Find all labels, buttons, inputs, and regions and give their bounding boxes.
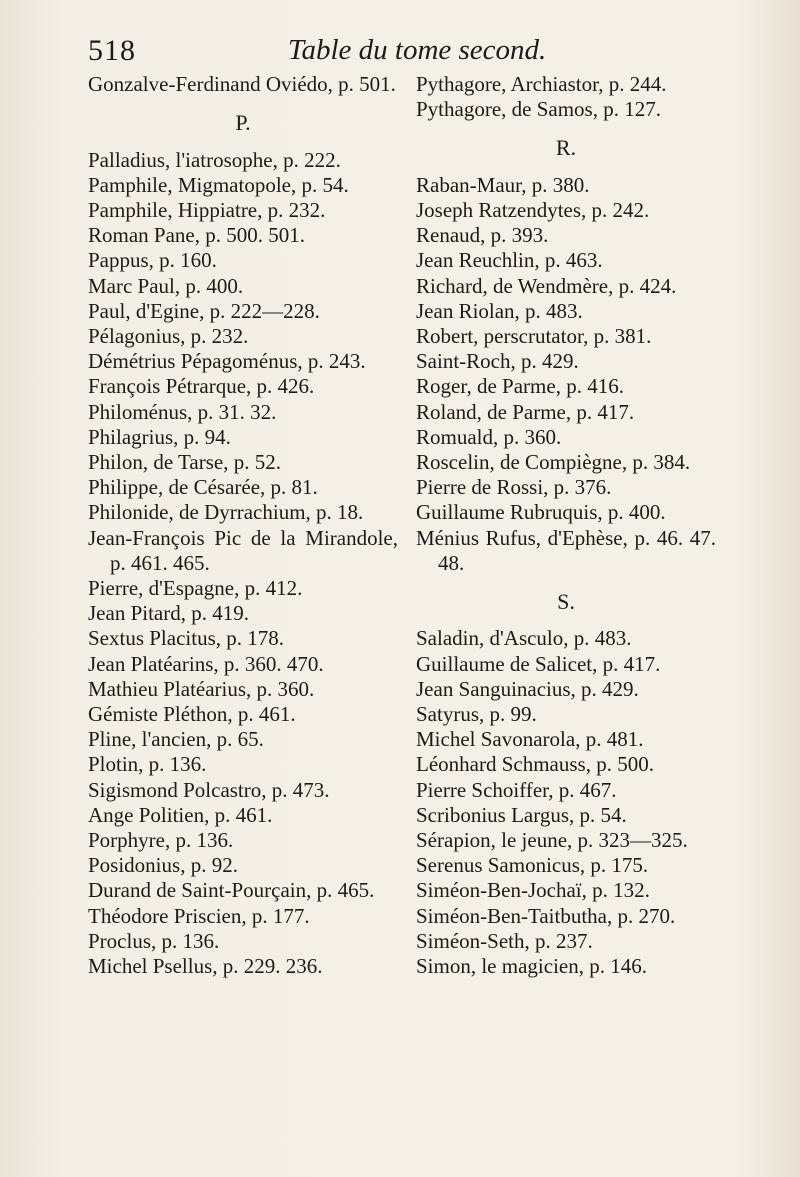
index-entry: Renaud, p. 393. <box>416 223 549 248</box>
index-entry: Théodore Priscien, p. 177. <box>88 903 310 928</box>
index-entry: Romuald, p. 360. <box>416 424 562 449</box>
index-entry: Sigismond Polcastro, p. 473. <box>88 777 330 802</box>
index-entry: Durand de Saint-Pourçain, p. 465. <box>88 878 375 903</box>
index-entry: Sextus Placitus, p. 178. <box>88 626 285 651</box>
index-entry: Proclus, p. 136. <box>88 928 220 953</box>
section-spacer <box>88 135 398 148</box>
index-entry: Pappus, p. 160. <box>88 248 217 273</box>
section-spacer <box>416 576 716 589</box>
index-entry: Michel Savonarola, p. 481. <box>416 727 644 752</box>
index-entry: Roger, de Parme, p. 416. <box>416 374 624 399</box>
index-entry: Gonzalve-Ferdinand Oviédo, p. 501. <box>88 72 396 96</box>
index-entry: Guillaume de Salicet, p. 417. <box>416 651 661 676</box>
index-entry: Roscelin, de Compiègne, p. 384. <box>416 450 691 475</box>
index-entry: Pamphile, Hippiatre, p. 232. <box>88 198 326 222</box>
index-entry: Saladin, d'Asculo, p. 483. <box>416 626 632 651</box>
index-entry: Michel Psellus, p. 229. 236. <box>88 954 323 979</box>
index-entry: Jean-François Pic de la Mirandole, p. 461. 465. <box>88 525 398 575</box>
index-entry: Serenus Samonicus, p. 175. <box>416 853 649 878</box>
index-entry: Pythagore, Archiastor, p. 244. <box>416 72 667 96</box>
index-entry: Siméon-Ben-Taitbutha, p. 270. <box>416 903 676 928</box>
index-entry: Satyrus, p. 99. <box>416 702 537 727</box>
index-entry: Ménius Rufus, d'Ephèse, p. 46. 47. 48. <box>416 525 716 575</box>
page-header <box>88 34 558 74</box>
index-entry: Raban-Maur, p. 380. <box>416 172 590 197</box>
index-entry: Pythagore, de Samos, p. 127. <box>416 97 661 122</box>
index-entry: Jean Riolan, p. 483. <box>416 298 583 323</box>
index-entry: Guillaume Rubruquis, p. 400. <box>416 500 666 525</box>
index-entry: Marc Paul, p. 400. <box>88 273 244 298</box>
index-entry: Philippe, de Césarée, p. 81. <box>88 475 318 500</box>
index-entry: Pierre Schoiffer, p. 467. <box>416 777 617 802</box>
index-entry: Paul, d'Egine, p. 222—228. <box>88 298 320 323</box>
index-entry: Mathieu Platéarius, p. 360. <box>88 676 315 701</box>
index-entry: Siméon-Seth, p. 237. <box>416 928 593 953</box>
section-spacer <box>416 614 716 627</box>
index-entry: Simon, le magicien, p. 146. <box>416 954 647 979</box>
index-entry: Jean Sanguinacius, p. 429. <box>416 676 639 701</box>
index-entry: Siméon-Ben-Jochaï, p. 132. <box>416 878 650 903</box>
index-entry: Philoménus, p. 31. 32. <box>88 399 277 424</box>
index-entry: Pamphile, Migmatopole, p. 54. <box>88 172 349 197</box>
running-title: Table du tome second. <box>288 34 547 66</box>
index-entry: Roman Pane, p. 500. 501. <box>88 223 305 248</box>
section-spacer <box>88 97 398 110</box>
index-entry: Philagrius, p. 94. <box>88 424 231 449</box>
section-spacer <box>416 160 716 173</box>
index-entry: Richard, de Wendmère, p. 424. <box>416 273 677 298</box>
index-entry: Plotin, p. 136. <box>88 752 207 777</box>
index-column-right <box>416 72 716 979</box>
index-entry: Jean Platéarins, p. 360. 470. <box>88 651 324 676</box>
section-spacer <box>416 122 716 135</box>
index-entry: Joseph Ratzendytes, p. 242. <box>416 198 650 222</box>
index-entry: Pélagonius, p. 232. <box>88 324 249 349</box>
section-letter: P. <box>235 109 251 135</box>
index-entry: Palladius, l'iatrosophe, p. 222. <box>88 147 341 172</box>
index-entry: Démétrius Pépagoménus, p. 243. <box>88 349 366 374</box>
index-entry: Pierre, d'Espagne, p. 412. <box>88 576 303 601</box>
index-entry: Jean Pitard, p. 419. <box>88 601 249 626</box>
index-entry: Pline, l'ancien, p. 65. <box>88 727 264 752</box>
index-entry: Porphyre, p. 136. <box>88 828 234 853</box>
index-entry: Jean Reuchlin, p. 463. <box>416 248 603 273</box>
index-entry: François Pétrarque, p. 426. <box>88 374 315 399</box>
index-entry: Léonhard Schmauss, p. 500. <box>416 752 654 777</box>
index-entry: Robert, perscrutator, p. 381. <box>416 324 652 349</box>
index-entry: Ange Politien, p. 461. <box>88 802 273 827</box>
index-entry: Scribonius Largus, p. 54. <box>416 802 627 827</box>
index-entry: Saint-Roch, p. 429. <box>416 349 579 374</box>
index-entry: Pierre de Rossi, p. 376. <box>416 475 612 500</box>
index-entry: Philon, de Tarse, p. 52. <box>88 450 281 475</box>
index-entry: Philonide, de Dyrrachium, p. 18. <box>88 500 364 525</box>
section-letter: S. <box>557 588 575 614</box>
index-entry: Sérapion, le jeune, p. 323—325. <box>416 828 688 853</box>
section-letter: R. <box>555 135 577 160</box>
page-number: 518 <box>88 34 136 67</box>
index-entry: Gémiste Pléthon, p. 461. <box>88 702 296 727</box>
index-column-left <box>88 72 398 979</box>
index-entry: Roland, de Parme, p. 417. <box>416 399 635 424</box>
index-entry: Posidonius, p. 92. <box>88 853 238 878</box>
